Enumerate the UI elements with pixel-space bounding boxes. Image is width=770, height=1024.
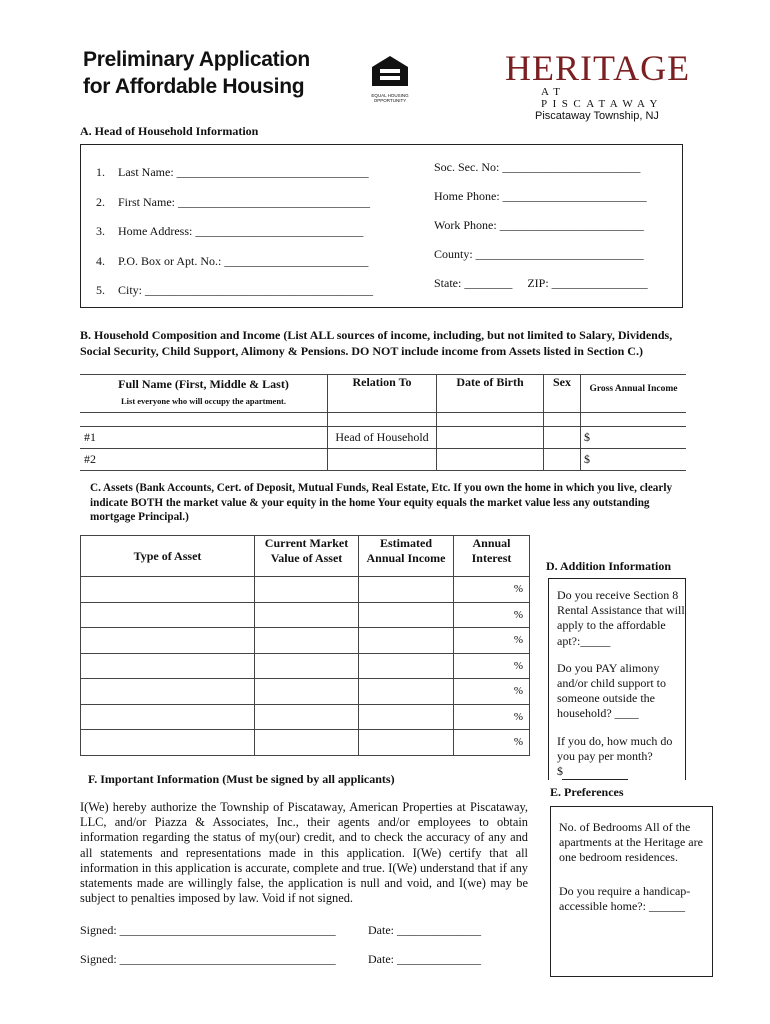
field-work-phone[interactable]: Work Phone: ________________________ <box>434 218 644 232</box>
row-sex[interactable] <box>544 449 581 471</box>
col-header-name: Full Name (First, Middle & Last) List everyone who will occupy the apartment. <box>80 375 328 413</box>
row-relation[interactable] <box>328 449 437 471</box>
equal-housing-logo <box>368 54 412 102</box>
table-row <box>80 449 686 471</box>
heritage-logo <box>505 48 695 110</box>
eho-text: EQUAL HOUSING OPPORTUNITY <box>371 93 409 103</box>
table-row: % <box>81 679 530 705</box>
col-header-est-income: Estimated Annual Income <box>359 536 454 577</box>
section-e-content <box>559 820 709 914</box>
title-line-2: for Affordable Housing <box>83 75 305 98</box>
field-ssn[interactable]: Soc. Sec. No: _______________________ <box>434 160 641 174</box>
table-row: % <box>81 628 530 654</box>
title-line-1: Preliminary Application <box>83 48 310 71</box>
payment-underline <box>562 779 628 780</box>
date-line-1[interactable]: Date: ______________ <box>368 923 481 937</box>
logo-main: HERITAGE <box>505 48 691 88</box>
location: Piscataway Township, NJ <box>535 110 659 122</box>
field-home-address[interactable]: 3. Home Address: ____________________________ <box>96 224 364 238</box>
col-header-dob: Date of Birth <box>437 375 544 413</box>
section-b-title: B. Household Composition and Income (List ALL sources of income, including, but not limited to Salary, Dividends, Social Security, Child Support, Alimony & Pensions. DO NOT include income from Assets listed in Section C.) <box>80 328 673 358</box>
house-icon <box>368 54 412 88</box>
assets-table <box>80 535 530 756</box>
page-title <box>83 46 310 100</box>
logo-sub: AT PISCATAWAY <box>541 86 663 110</box>
alimony-question[interactable]: Do you PAY alimony and/or child support to someone outside the household? ____ <box>557 660 666 721</box>
row-dob[interactable] <box>437 449 544 471</box>
field-first-name[interactable]: 2. First Name: ________________________________ <box>96 194 370 209</box>
row-income[interactable]: $ <box>581 427 687 449</box>
row-num: #1 <box>80 427 328 449</box>
signature-line-1[interactable]: Signed: ____________________________________ <box>80 923 336 937</box>
accessible-question[interactable]: Do you require a handicap-accessible home?: ______ <box>559 883 691 913</box>
table-row: % <box>81 577 530 603</box>
table-row: % <box>81 730 530 756</box>
col-header-sex: Sex <box>544 375 581 413</box>
row-num: #2 <box>80 449 328 471</box>
bedrooms-info: No. of Bedrooms All of the apartments at the Heritage are one bedroom residences. <box>559 820 703 865</box>
household-table <box>80 374 686 471</box>
col-header-asset-type: Type of Asset <box>81 536 255 577</box>
table-row: % <box>81 704 530 730</box>
section-f-title: F. Important Information (Must be signed by all applicants) <box>88 772 395 786</box>
section-d-content <box>557 588 687 779</box>
section-a-left <box>96 165 406 313</box>
payment-amount-question[interactable]: If you do, how much do you pay per month? <box>557 733 673 763</box>
col-header-interest: Annual Interest <box>454 536 530 577</box>
col-header-market-value: Current Market Value of Asset <box>255 536 359 577</box>
table-row <box>80 427 686 449</box>
field-county[interactable]: County: ____________________________ <box>434 247 644 261</box>
signature-line-2[interactable]: Signed: ____________________________________ <box>80 952 336 966</box>
field-home-phone[interactable]: Home Phone: ________________________ <box>434 189 647 203</box>
col-header-relation: Relation To <box>328 375 437 413</box>
row-relation[interactable]: Head of Household <box>328 427 437 449</box>
field-po-box[interactable]: 4. P.O. Box or Apt. No.: ________________________ <box>96 253 369 268</box>
section-c-title: C. Assets (Bank Accounts, Cert. of Deposit, Mutual Funds, Real Estate, Etc. If you own the home in which you live, clearly indicate BOTH the market value & your equity in the home Your equity equals the market value less any outstanding mortgage Principal.) <box>90 482 673 523</box>
section-a-right <box>434 160 679 305</box>
payment-amount-field[interactable]: $ <box>557 764 563 779</box>
field-state-zip[interactable]: State: ________ ZIP: ________________ <box>434 276 648 290</box>
row-dob[interactable] <box>437 427 544 449</box>
section8-question[interactable]: Do you receive Section 8 Rental Assistance that will apply to the affordable apt?:_____ <box>557 588 685 648</box>
section-d-title: D. Addition Information <box>546 559 672 573</box>
row-sex[interactable] <box>544 427 581 449</box>
col-header-income: Gross Annual Income <box>581 375 687 413</box>
authorization-text: I(We) hereby authorize the Township of Piscataway, American Properties at Piscataway, LLC, and/or Piazza & Associates, Inc., their agents and/or employees to obtain information regarding the status of my(our) credit, and to check the accuracy of any and all statements and representations made in this application. I(We) certify that all information in this application is accurate, complete and true. I(We) understand that if any statements made are willingly false, the application is null and void, and I(we) may be subject to penalties imposed by law. Void if not signed. <box>80 800 528 906</box>
table-row: % <box>81 653 530 679</box>
section-a-title: A. Head of Household Information <box>80 124 259 138</box>
row-income[interactable]: $ <box>581 449 687 471</box>
table-row: % <box>81 602 530 628</box>
field-city[interactable]: 5. City: ______________________________________ <box>96 283 374 297</box>
date-line-2[interactable]: Date: ______________ <box>368 952 481 966</box>
section-e-title: E. Preferences <box>550 785 624 799</box>
field-last-name[interactable]: 1. Last Name: ________________________________ <box>96 165 369 179</box>
